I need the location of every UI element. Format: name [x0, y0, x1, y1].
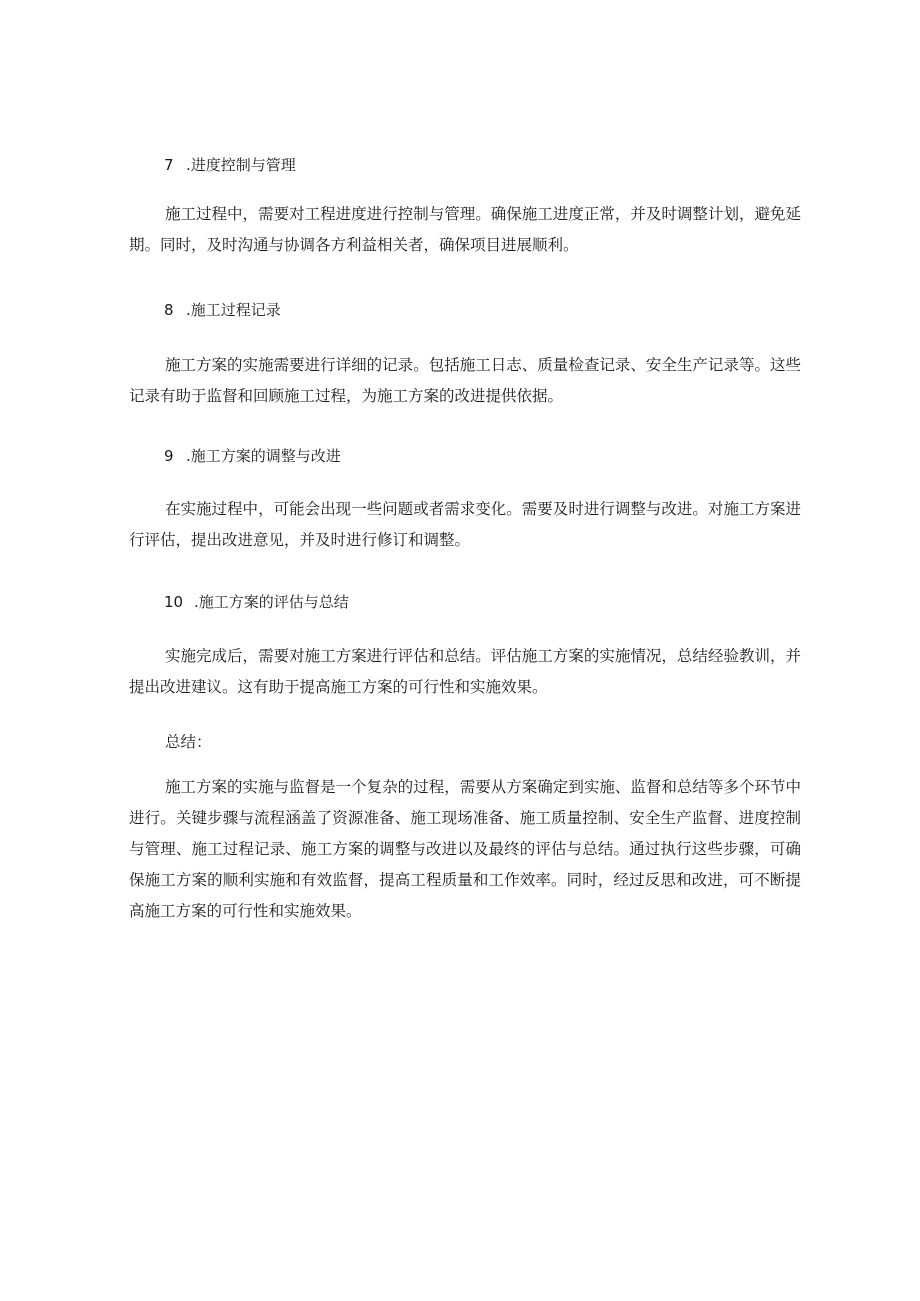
section-title: .施工方案的调整与改进: [186, 447, 341, 465]
section-title: .施工过程记录: [186, 301, 281, 319]
summary-label: 总结：: [165, 733, 212, 751]
summary-body: 施工方案的实施与监督是一个复杂的过程，需要从方案确定到实施、监督和总结等多个环节中进行。关键步骤与流程涵盖了资源准备、施工现场准备、施工质量控制、安全生产监督、进度控制与管理、施工过程记录、施工方案的调整与改进以及最终的评估与总结。通过执行这些步骤，可确保施工方案的顺利实施和有效监督，提高工程质量和工作效率。同时，经过反思和改进，可不断提高施工方案的可行性和实施效果。: [129, 778, 801, 920]
section-heading-7: [164, 155, 296, 175]
section-body-8: 施工方案的实施需要进行详细的记录。包括施工日志、质量检查记录、安全生产记录等。这些记录有助于监督和回顾施工过程，为施工方案的改进提供依据。: [129, 356, 801, 405]
section-heading-9: [164, 446, 341, 466]
section-body-9: 在实施过程中，可能会出现一些问题或者需求变化。需要及时进行调整与改进。对施工方案进行评估，提出改进意见，并及时进行修订和调整。: [129, 500, 801, 549]
section-title: .进度控制与管理: [186, 156, 296, 174]
section-heading-8: [164, 300, 281, 320]
section-number: 8: [164, 301, 174, 319]
section-heading-10: [164, 592, 349, 612]
section-body-7: 施工过程中，需要对工程进度进行控制与管理。确保施工进度正常，并及时调整计划，避免延期。同时，及时沟通与协调各方利益相关者，确保项目进展顺利。: [129, 205, 801, 254]
section-number: 7: [164, 156, 174, 174]
section-title: .施工方案的评估与总结: [194, 593, 349, 611]
section-body-10: 实施完成后，需要对施工方案进行评估和总结。评估施工方案的实施情况，总结经验教训，并提出改进建议。这有助于提高施工方案的可行性和实施效果。: [129, 647, 801, 696]
section-number: 9: [164, 447, 174, 465]
section-number: 10: [164, 593, 184, 611]
